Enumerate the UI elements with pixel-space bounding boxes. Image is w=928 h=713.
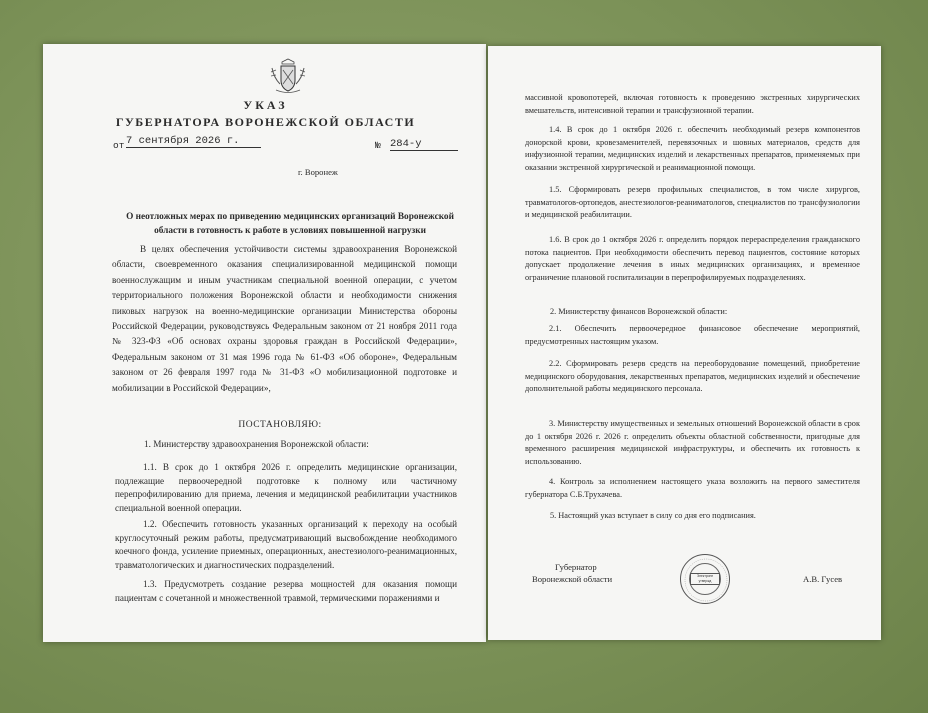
date-value: 7 сентября 2026 г. [126,135,261,148]
city: г. Воронеж [298,167,338,177]
coat-of-arms-icon [268,58,308,96]
decree-heading: О неотложных мерах по приведению медицинских организаций Воронежской области в готовность к работе в условиях повышенной нагрузки [126,212,454,236]
item-2-1: 2.1. Обеспечить первоочередное финансовое обеспечение мероприятий, предусмотренных настоящим указом. [525,324,860,346]
item-3: 3. Министерству имущественных и земельных отношений Воронежской области в срок до 1 октября 2026 г. 2026 г. определить объекты областной собственности, пригодные для временного расширения медицинской инфраструктуры, и обеспечить их готовность к использованию. [525,419,860,466]
item-1-5: 1.5. Сформировать резерв профильных специалистов, в том числе хирургов, травматологов-ортопедов, анестезиологов-реаниматологов, специалистов по трансфузиологии и медицинской реабилитации. [525,185,860,220]
date-prefix: от [113,140,125,151]
item-1-4: 1.4. В срок до 1 октября 2026 г. обеспечить необходимый резерв компонентов донорской крови, кровезаменителей, перевязочных и шовных материалов, средств для инфузионной терапии, медицинских изделий и лекарственных препаратов, применяемых при оказании экстренной хирургической и реанимационной помощи. [525,125,860,172]
number-prefix: № [375,140,381,151]
decree-word: ПОСТАНОВЛЯЮ: [238,420,322,430]
number-value: 284-у [390,138,458,151]
intro-paragraph: В целях обеспечения устойчивости системы здравоохранения Воронежской области, своевременного оказания специализированной медицинской помощи военнослужащим и иным участникам специальной военной операции, с учетом территориального положения Воронежской области и необходимости снижения пиковых нагрузок на военно-медицинские организации Министерства обороны Российской Федерации, руководствуясь Федеральным законом от 21 ноября 2011 года № 323-ФЗ «Об основах охраны здоровья граждан в Российской Федерации», Федеральным законом от 31 мая 1996 года № 61-ФЗ «Об обороне», Федеральным законом от 26 февраля 1997 года № 31-ФЗ «О мобилизационной подготовке и мобилизации в Российской Федерации», [112,244,457,393]
right-continuation: массивной кровопотерей, включая готовность к проведению экстренных хирургических вмешательств, интенсивной терапии и трансфузионной терапии. [525,93,860,115]
official-stamp-icon [680,554,730,604]
item-2: 2. Министерству финансов Воронежской области: [550,307,728,316]
stamp-text-1: Электронн [696,574,714,578]
item-1-3: 1.3. Предусмотреть создание резерва мощностей для оказания помощи пациентам с сочетанной и множественной травмой, термическими поражениями и [115,579,457,603]
item-2-2: 2.2. Сформировать резерв средств на переоборудование помещений, приобретение медицинского оборудования, лекарственных препаратов, медицинских изделий и обеспечение дополнительной работы медицинского персонала. [525,359,860,394]
decree-title: УКАЗ [243,98,288,112]
stamp-text-2: утвержд [698,579,712,583]
item-1-2: 1.2. Обеспечить готовность указанных организаций к переходу на особый круглосуточный режим работы, предусматривающий высвобождение необходимого коечного фонда, усиление приемных, операционных, анестезиолого-реанимационных, травматологических и диагностических подразделений. [115,519,457,570]
item-5: 5. Настоящий указ вступает в силу со дня его подписания. [550,511,756,520]
item-1-1: 1.1. В срок до 1 октября 2026 г. определить медицинские организации, подлежащие первоочередной подготовке к полному или частичному перепрофилированию для приема, лечения и медицинской реабилитации участников специальной военной операции. [115,462,457,513]
item-1-6: 1.6. В срок до 1 октября 2026 г. определить порядок перераспределения гражданского потока пациентов. При необходимости обеспечить перевод пациентов, состояние которых допускает продолжение лечения в иных медицинских организациях, и временное ограничение плановой госпитализации в перепрофилируемых подразделениях. [525,235,860,282]
item-4: 4. Контроль за исполнением настоящего указа возложить на первого заместителя губернатора С.Б.Трухачева. [525,477,860,499]
signature-title-line1: Губернатор [555,562,597,572]
item-1: 1. Министерству здравоохранения Воронежской области: [144,439,369,449]
decree-subtitle: ГУБЕРНАТОРА ВОРОНЕЖСКОЙ ОБЛАСТИ [115,115,416,129]
signature-title-line2: Воронежской области [532,574,613,584]
signature-name: А.В. Гусев [803,574,843,584]
